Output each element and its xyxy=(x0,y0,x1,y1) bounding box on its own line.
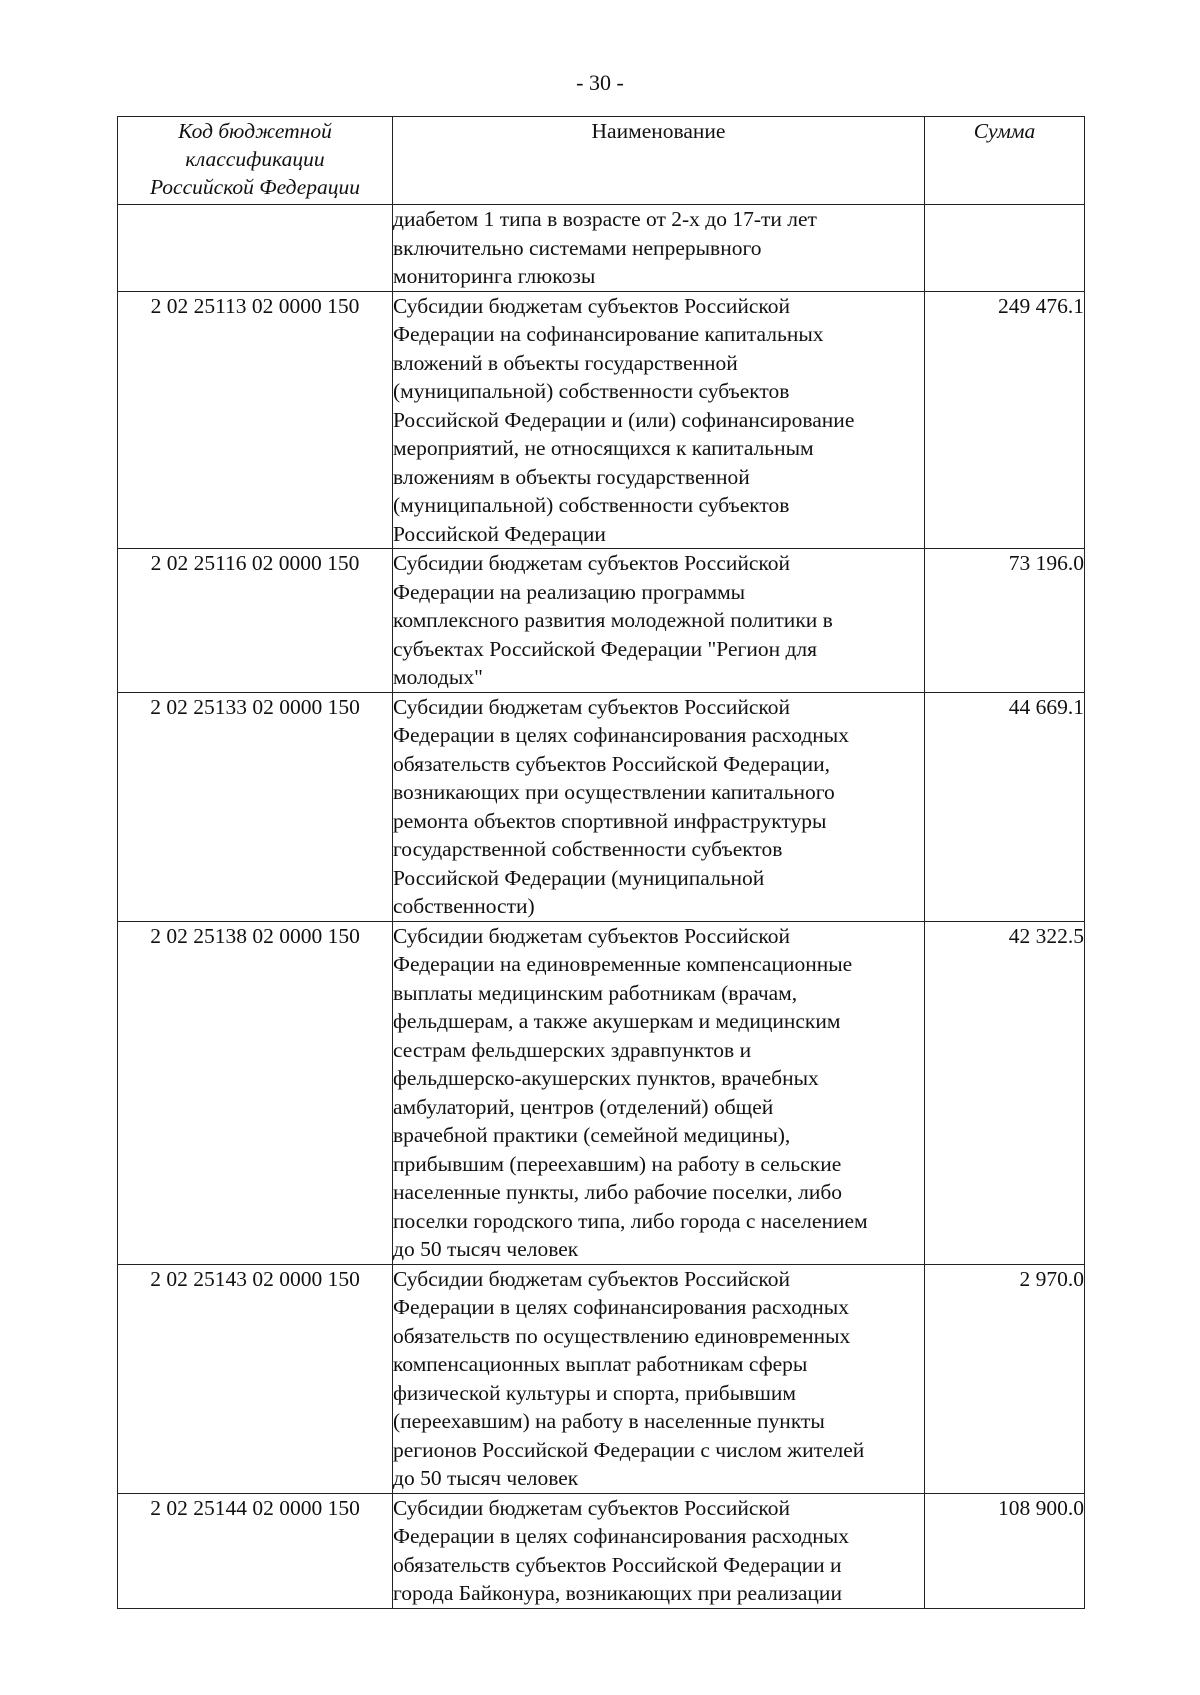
name-line: Федерации на софинансирование капитальных xyxy=(393,322,824,346)
sum-cell: 249 476.1 xyxy=(925,291,1085,549)
table-row xyxy=(118,291,1085,549)
name-line: ремонта объектов спортивной инфраструктуры xyxy=(393,808,827,833)
sum-cell xyxy=(925,205,1085,292)
sum-cell: 44 669.1 xyxy=(925,692,1085,921)
table-row xyxy=(118,205,1085,292)
name-line: до 50 тысяч человек xyxy=(393,1466,579,1490)
name-line: фельдшерам, а также акушеркам и медицинским xyxy=(393,1009,841,1033)
name-line: Федерации в целях софинансирования расходных xyxy=(393,1524,850,1548)
name-line: Федерации на единовременные компенсационные xyxy=(393,952,853,976)
name-line: Российской Федерации xyxy=(393,521,606,546)
name-line: государственной собственности субъектов xyxy=(393,837,783,861)
name-line: обязательств по осуществлению единовременных xyxy=(393,1323,851,1348)
budget-code-cell: 2 02 25144 02 0000 150 xyxy=(118,1493,393,1608)
name-line: вложениям в объекты государственной xyxy=(393,464,750,489)
header-sum: Сумма xyxy=(925,117,1085,205)
name-cell xyxy=(393,1264,925,1493)
page-number: - 30 - xyxy=(576,70,624,95)
name-cell xyxy=(393,1493,925,1608)
name-line: Российской Федерации и (или) софинансирование xyxy=(393,407,855,432)
name-line: города Байконура, возникающих при реализации xyxy=(393,1581,842,1605)
name-line: компенсационных выплат работникам сферы xyxy=(393,1352,808,1376)
name-line: обязательств субъектов Российской Федерации, xyxy=(393,751,831,776)
budget-code-cell: 2 02 25133 02 0000 150 xyxy=(118,692,393,921)
table-row xyxy=(118,1264,1085,1493)
name-line: Федерации в целях софинансирования расходных xyxy=(393,723,850,747)
sum-cell: 42 322.5 xyxy=(925,921,1085,1264)
sum-cell: 108 900.0 xyxy=(925,1493,1085,1608)
name-line: Российской Федерации (муниципальной xyxy=(393,865,765,890)
name-line: Федерации на реализацию программы xyxy=(393,579,746,604)
name-line: обязательств субъектов Российской Федерации и xyxy=(393,1552,842,1577)
sum-cell: 73 196.0 xyxy=(925,549,1085,693)
name-line: возникающих при осуществлении капитального xyxy=(393,780,835,804)
name-cell xyxy=(393,692,925,921)
name-cell xyxy=(393,291,925,549)
name-line: амбулаторий, центров (отделений) общей xyxy=(393,1094,774,1119)
table-row xyxy=(118,1493,1085,1608)
name-line: собственности) xyxy=(393,894,535,918)
table-body xyxy=(118,205,1085,1609)
name-line: мониторинга глюкозы xyxy=(393,264,596,288)
name-line: вложений в объекты государственной xyxy=(393,350,738,375)
name-line: молодых" xyxy=(393,665,483,689)
budget-code-cell xyxy=(118,205,393,292)
name-line: включительно системами непрерывного xyxy=(393,235,762,260)
table-row xyxy=(118,692,1085,921)
name-line: комплексного развития молодежной политики в xyxy=(393,608,833,632)
budget-code-cell: 2 02 25138 02 0000 150 xyxy=(118,921,393,1264)
budget-code-cell: 2 02 25113 02 0000 150 xyxy=(118,291,393,549)
name-cell xyxy=(393,205,925,292)
header-code-line: классификации xyxy=(185,147,325,171)
table-header-row xyxy=(118,117,1085,205)
name-line: Субсидии бюджетам субъектов Российской xyxy=(393,694,791,719)
name-line: физической культуры и спорта, прибывшим xyxy=(393,1380,797,1405)
budget-table xyxy=(117,116,1085,1609)
name-line: мероприятий, не относящихся к капитальным xyxy=(393,436,814,460)
name-line: Федерации в целях софинансирования расходных xyxy=(393,1295,850,1319)
name-line: прибывшим (переехавшим) на работу в сельские xyxy=(393,1151,842,1176)
header-name: Наименование xyxy=(393,117,925,205)
name-line: субъектах Российской Федерации "Регион для xyxy=(393,636,818,661)
name-line: Субсидии бюджетам субъектов Российской xyxy=(393,1266,791,1291)
budget-code-cell: 2 02 25116 02 0000 150 xyxy=(118,549,393,693)
name-line: врачебной практики (семейной медицины), xyxy=(393,1123,791,1147)
name-line: выплаты медицинским работникам (врачам, xyxy=(393,980,798,1005)
name-cell xyxy=(393,549,925,693)
name-line: населенные пункты, либо рабочие поселки, либо xyxy=(393,1180,843,1204)
header-code-line: Код бюджетной xyxy=(178,119,332,143)
name-line: Субсидии бюджетам субъектов Российской xyxy=(393,293,791,318)
name-cell xyxy=(393,921,925,1264)
name-line: до 50 тысяч человек xyxy=(393,1237,579,1261)
name-line: диабетом 1 типа в возрасте от 2-х до 17-ти лет xyxy=(393,207,817,231)
budget-code-cell: 2 02 25143 02 0000 150 xyxy=(118,1264,393,1493)
name-line: (муниципальной) собственности субъектов xyxy=(393,379,790,403)
name-line: (переехавшим) на работу в населенные пункты xyxy=(393,1409,825,1433)
sum-cell: 2 970.0 xyxy=(925,1264,1085,1493)
name-line: сестрам фельдшерских здравпунктов и xyxy=(393,1037,752,1062)
name-line: фельдшерско-акушерских пунктов, врачебных xyxy=(393,1066,819,1090)
name-line: (муниципальной) собственности субъектов xyxy=(393,493,790,517)
name-line: регионов Российской Федерации с числом жителей xyxy=(393,1437,865,1462)
header-code-line: Российской Федерации xyxy=(149,175,361,199)
name-line: Субсидии бюджетам субъектов Российской xyxy=(393,551,791,575)
table-row xyxy=(118,549,1085,693)
header-code xyxy=(118,117,393,205)
table-row xyxy=(118,921,1085,1264)
name-line: Субсидии бюджетам субъектов Российской xyxy=(393,1495,791,1520)
name-line: поселки городского типа, либо города с населением xyxy=(393,1208,868,1233)
name-line: Субсидии бюджетам субъектов Российской xyxy=(393,923,791,948)
